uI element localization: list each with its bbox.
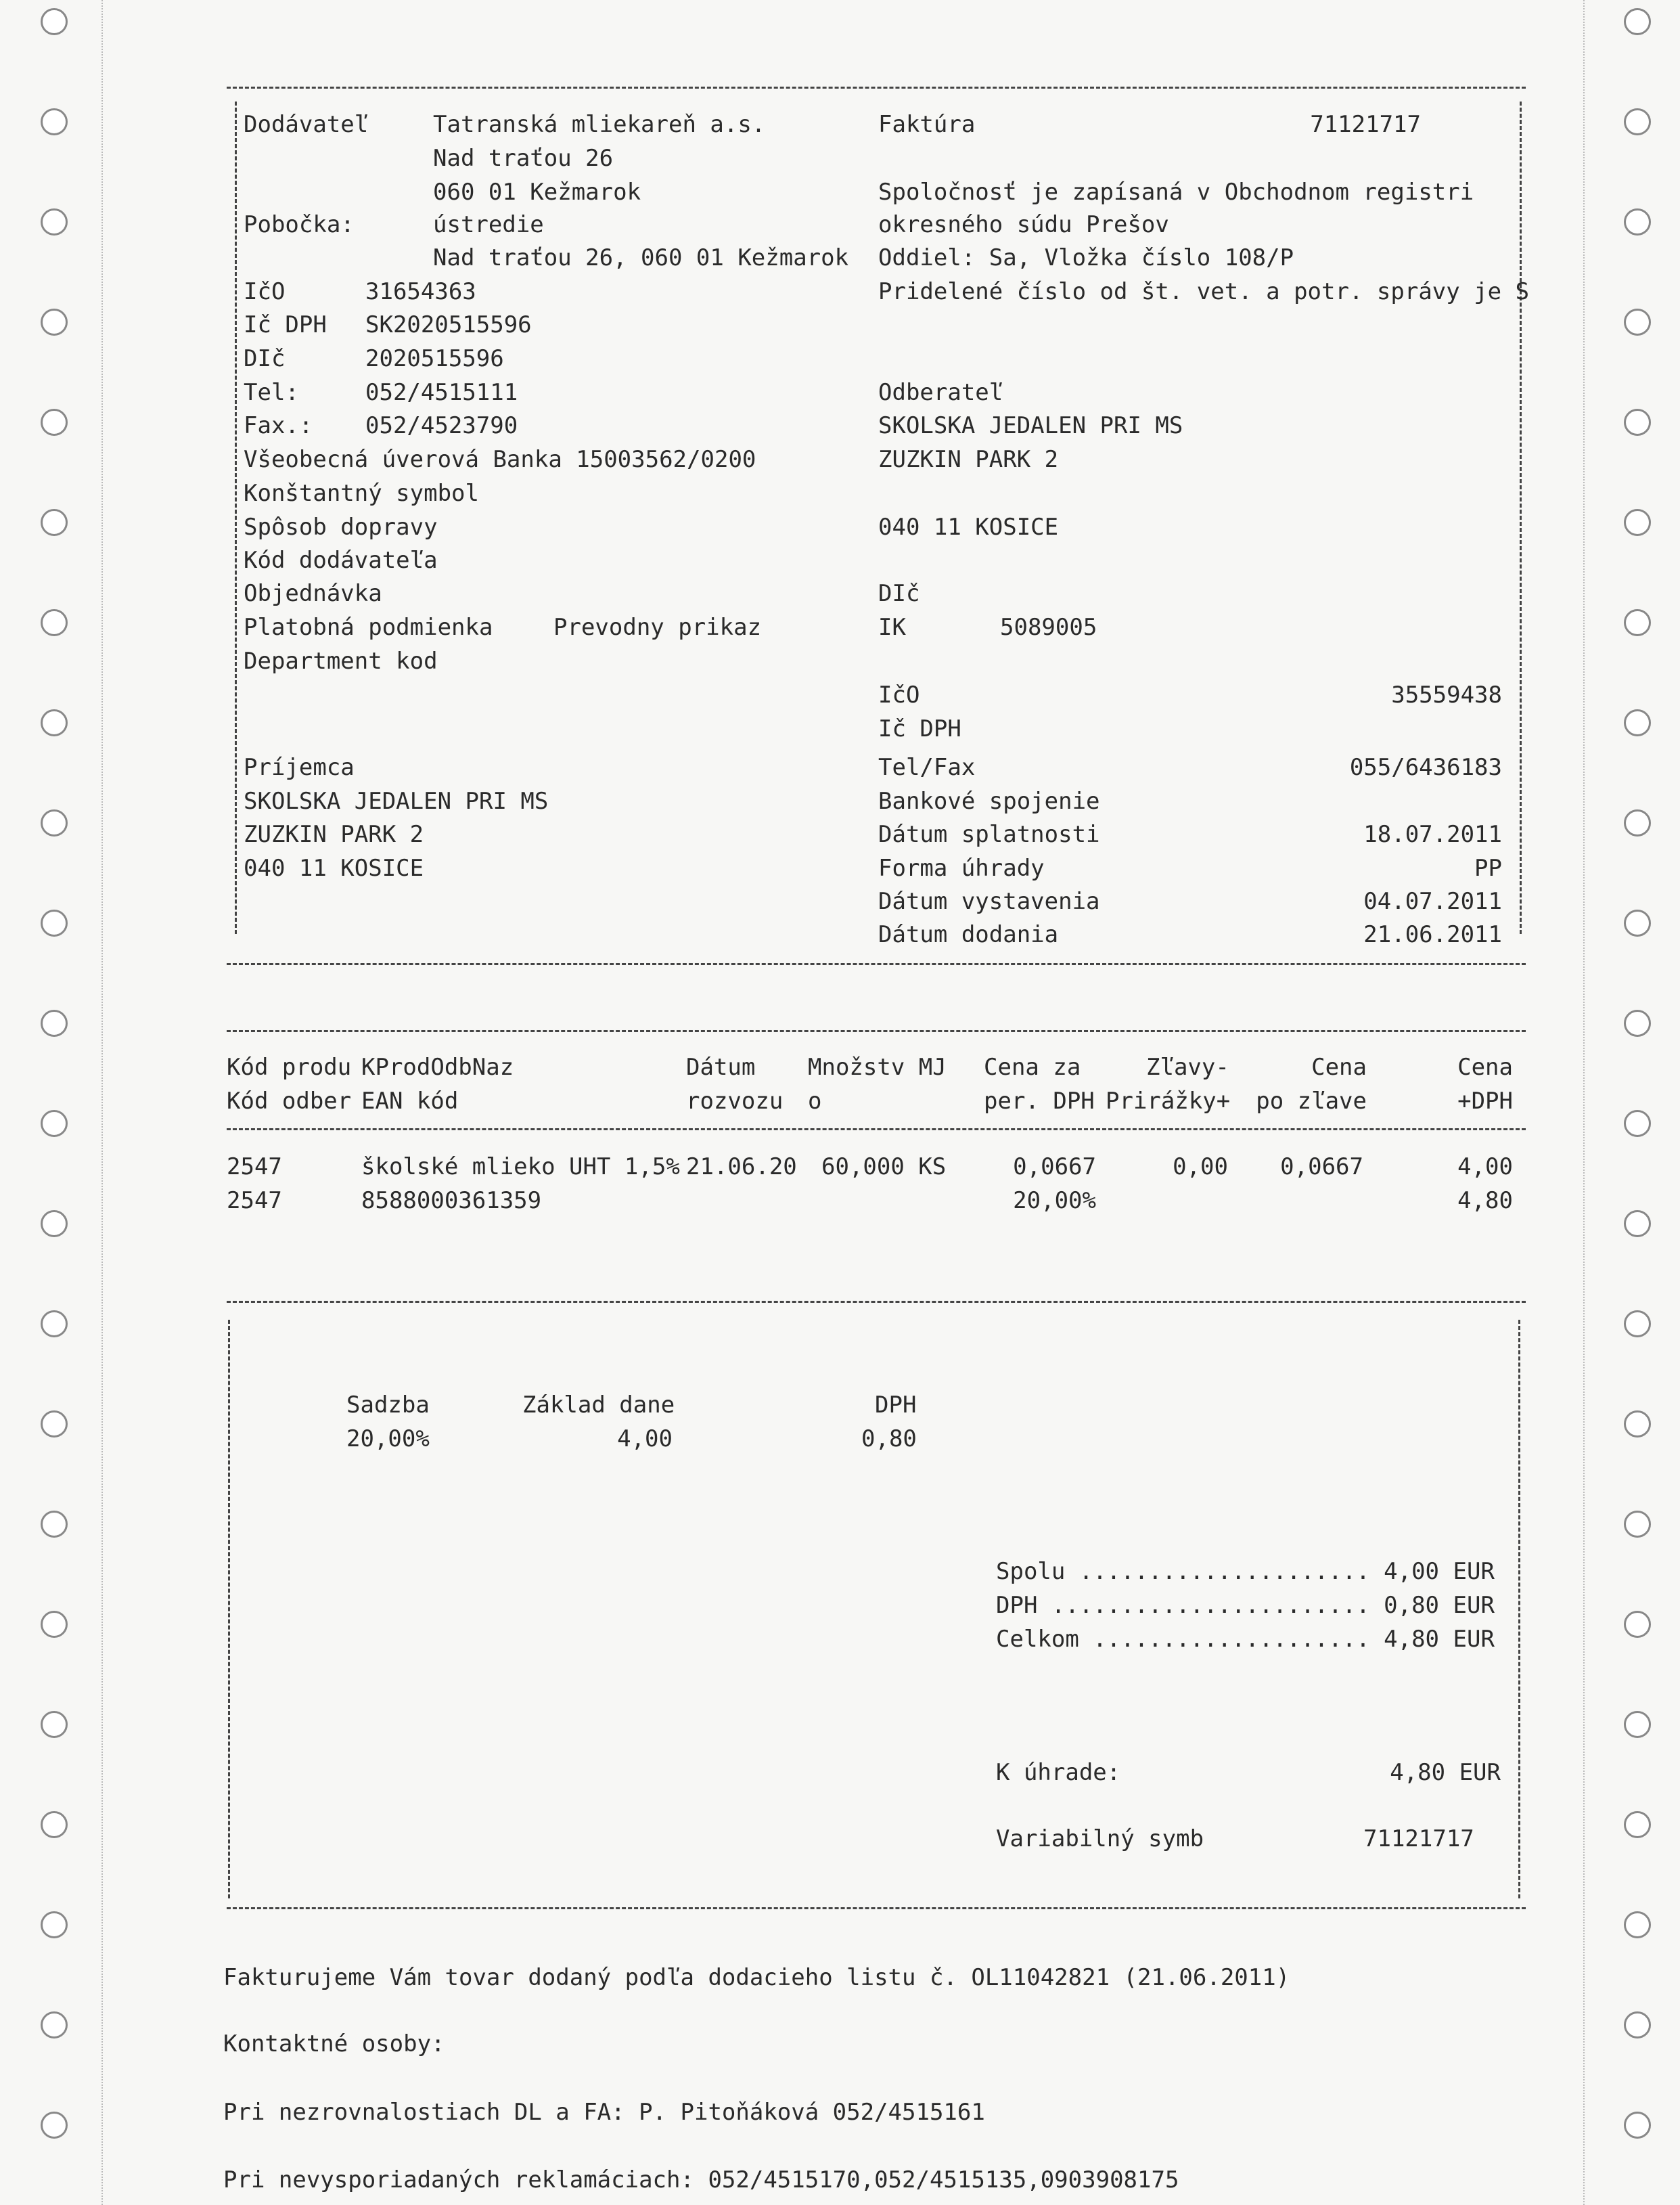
supplier-bank: Všeobecná úverová Banka 15003562/0200 xyxy=(244,446,756,473)
left-hole-icon xyxy=(41,1811,68,1838)
right-hole-icon xyxy=(1624,1110,1651,1137)
variable-symbol-label: Variabilný symb xyxy=(996,1825,1204,1852)
right-hole-icon xyxy=(1624,1611,1651,1638)
to-pay-label: K úhrade: xyxy=(996,1759,1121,1786)
supplier-code-label: Kód dodávateľa xyxy=(244,547,438,574)
right-hole-icon xyxy=(1624,910,1651,937)
registry-line-3: Oddiel: Sa, Vložka číslo 108/P xyxy=(878,244,1294,271)
supplier-dic-label: DIč xyxy=(244,345,286,372)
registry-line-1: Spoločnosť je zapísaná v Obchodnom registri xyxy=(878,179,1474,206)
delivery-date: 21.06.2011 xyxy=(1363,921,1502,948)
col-code-header-2: Kód odber xyxy=(227,1088,352,1115)
supplier-icdph: SK2020515596 xyxy=(365,311,532,338)
col-total-header-2: +DPH xyxy=(1457,1088,1513,1115)
item-total-vat: 4,80 xyxy=(1457,1187,1513,1214)
right-hole-icon xyxy=(1624,1811,1651,1838)
left-perforation xyxy=(101,0,103,2205)
col-date-header-2: rozvozu xyxy=(686,1088,784,1115)
customer-ik: 5089005 xyxy=(1000,614,1097,641)
item-customer-code: 2547 xyxy=(227,1187,282,1214)
branch-address: Nad traťou 26, 060 01 Kežmarok xyxy=(433,244,849,271)
left-hole-icon xyxy=(41,1310,68,1337)
header-right-border xyxy=(1520,102,1522,934)
totals-bottom-rule xyxy=(227,1907,1526,1909)
header-left-border xyxy=(235,102,237,934)
left-hole-icon xyxy=(41,1711,68,1738)
vat-amount: 0,80 xyxy=(861,1425,917,1452)
right-hole-icon xyxy=(1624,2011,1651,2039)
right-hole-icon xyxy=(1624,609,1651,636)
left-hole-icon xyxy=(41,2011,68,2039)
order-label: Objednávka xyxy=(244,580,382,607)
right-hole-icon xyxy=(1624,809,1651,837)
totals-left-border xyxy=(228,1320,230,1898)
right-hole-icon xyxy=(1624,1410,1651,1438)
customer-name: SKOLSKA JEDALEN PRI MS xyxy=(878,412,1183,439)
item-code: 2547 xyxy=(227,1153,282,1180)
payment-form: PP xyxy=(1474,855,1502,882)
customer-bank-label: Bankové spojenie xyxy=(878,788,1100,815)
supplier-label: Dodávateľ xyxy=(244,111,369,138)
left-hole-icon xyxy=(41,609,68,636)
items-header-rule xyxy=(227,1128,1526,1130)
col-qty-header: Množstv MJ xyxy=(808,1054,947,1081)
supplier-tel-label: Tel: xyxy=(244,379,299,406)
right-hole-icon xyxy=(1624,1310,1651,1337)
left-hole-icon xyxy=(41,1210,68,1237)
tax-base: 4,00 xyxy=(617,1425,673,1452)
left-hole-icon xyxy=(41,1410,68,1438)
supplier-icdph-label: Ič DPH xyxy=(244,311,327,338)
left-hole-icon xyxy=(41,8,68,35)
right-hole-icon xyxy=(1624,309,1651,336)
vat-amount-label: DPH xyxy=(875,1391,917,1419)
customer-street: ZUZKIN PARK 2 xyxy=(878,446,1059,473)
recipient-street: ZUZKIN PARK 2 xyxy=(244,821,424,848)
footer-delivery-note: Fakturujeme Vám tovar dodaný podľa dodacieho listu č. OL11042821 (21.06.2011) xyxy=(223,1964,1290,1991)
left-hole-icon xyxy=(41,309,68,336)
col-name-header-2: EAN kód xyxy=(361,1088,459,1115)
col-price-header: Cena za xyxy=(984,1054,1081,1081)
right-perforation xyxy=(1583,0,1585,2205)
item-price: 0,0667 xyxy=(1013,1153,1096,1180)
right-hole-icon xyxy=(1624,709,1651,736)
footer-contacts-label: Kontaktné osoby: xyxy=(223,2030,445,2057)
header-bottom-rule xyxy=(227,963,1526,965)
left-hole-icon xyxy=(41,2112,68,2139)
col-total-header: Cena xyxy=(1457,1054,1513,1081)
customer-dic-label: DIč xyxy=(878,580,920,607)
payment-term-label: Platobná podmienka xyxy=(244,614,493,641)
customer-city: 040 11 KOSICE xyxy=(878,514,1059,541)
right-hole-icon xyxy=(1624,509,1651,536)
left-hole-icon xyxy=(41,409,68,436)
col-name-header: KProdOdbNaz xyxy=(361,1054,514,1081)
col-price-after-header: Cena xyxy=(1311,1054,1367,1081)
due-date: 18.07.2011 xyxy=(1363,821,1502,848)
right-hole-icon xyxy=(1624,1711,1651,1738)
issue-date: 04.07.2011 xyxy=(1363,888,1502,915)
variable-symbol: 71121717 xyxy=(1363,1825,1474,1852)
supplier-street: Nad traťou 26 xyxy=(433,145,614,172)
supplier-fax: 052/4523790 xyxy=(365,412,518,439)
supplier-dic: 2020515596 xyxy=(365,345,504,372)
to-pay-amount: 4,80 EUR xyxy=(1390,1759,1501,1786)
branch-name: ústredie xyxy=(433,211,544,238)
right-hole-icon xyxy=(1624,1010,1651,1037)
right-hole-icon xyxy=(1624,1210,1651,1237)
left-hole-icon xyxy=(41,1511,68,1538)
item-vat: 20,00% xyxy=(1013,1187,1096,1214)
transport-label: Spôsob dopravy xyxy=(244,514,438,541)
left-hole-icon xyxy=(41,709,68,736)
col-code-header: Kód produ xyxy=(227,1054,352,1081)
left-hole-icon xyxy=(41,1010,68,1037)
right-hole-icon xyxy=(1624,108,1651,135)
col-date-header: Dátum xyxy=(686,1054,756,1081)
customer-label: Odberateľ xyxy=(878,379,1003,406)
left-hole-icon xyxy=(41,509,68,536)
invoice-number: 71121717 xyxy=(1310,111,1421,138)
vat-rate-label: Sadzba xyxy=(346,1391,430,1419)
supplier-ico-label: IčO xyxy=(244,278,286,305)
supplier-tel: 052/4515111 xyxy=(365,379,518,406)
customer-telfax-label: Tel/Fax xyxy=(878,754,976,781)
left-hole-icon xyxy=(41,1911,68,1938)
invoice-label: Faktúra xyxy=(878,111,976,138)
item-total: 4,00 xyxy=(1457,1153,1513,1180)
vat-rate: 20,00% xyxy=(346,1425,430,1452)
customer-ico: 35559438 xyxy=(1391,682,1502,709)
registry-line-4: Pridelené číslo od št. vet. a potr. správy je S xyxy=(878,278,1530,305)
item-ean: 8588000361359 xyxy=(361,1187,542,1214)
right-hole-icon xyxy=(1624,2112,1651,2139)
vat-total-line: DPH ....................... 0,80 EUR xyxy=(996,1592,1495,1619)
customer-icdph-label: Ič DPH xyxy=(878,715,961,742)
right-hole-icon xyxy=(1624,208,1651,236)
subtotal-line: Spolu ..................... 4,00 EUR xyxy=(996,1558,1495,1585)
payment-form-label: Forma úhrady xyxy=(878,855,1045,882)
supplier-fax-label: Fax.: xyxy=(244,412,313,439)
left-hole-icon xyxy=(41,809,68,837)
registry-line-2: okresného súdu Prešov xyxy=(878,211,1169,238)
totals-top-rule xyxy=(227,1301,1526,1303)
recipient-city: 040 11 KOSICE xyxy=(244,855,424,882)
due-date-label: Dátum splatnosti xyxy=(878,821,1100,848)
left-hole-icon xyxy=(41,208,68,236)
left-hole-icon xyxy=(41,910,68,937)
col-price-header-2: per. DPH xyxy=(984,1088,1095,1115)
right-hole-icon xyxy=(1624,1511,1651,1538)
delivery-date-label: Dátum dodania xyxy=(878,921,1059,948)
right-hole-icon xyxy=(1624,8,1651,35)
supplier-city: 060 01 Kežmarok xyxy=(433,179,641,206)
department-label: Department kod xyxy=(244,648,438,675)
header-top-rule xyxy=(227,87,1526,89)
col-discount-header-2: Prirážky+ xyxy=(1106,1088,1231,1115)
totals-right-border xyxy=(1518,1320,1520,1898)
col-discount-header: Zľavy- xyxy=(1146,1054,1229,1081)
grand-total-line: Celkom .................... 4,80 EUR xyxy=(996,1626,1495,1653)
item-name: školské mlieko UHT 1,5% xyxy=(361,1153,680,1180)
right-hole-icon xyxy=(1624,409,1651,436)
item-date: 21.06.20 xyxy=(686,1153,797,1180)
customer-ik-label: IK xyxy=(878,614,906,641)
recipient-name: SKOLSKA JEDALEN PRI MS xyxy=(244,788,549,815)
payment-term: Prevodny prikaz xyxy=(553,614,762,641)
left-hole-icon xyxy=(41,1110,68,1137)
col-qty-header-2: o xyxy=(808,1088,822,1115)
issue-date-label: Dátum vystavenia xyxy=(878,888,1100,915)
customer-ico-label: IčO xyxy=(878,682,920,709)
items-top-rule xyxy=(227,1030,1526,1032)
right-hole-icon xyxy=(1624,1911,1651,1938)
item-price-after: 0,0667 xyxy=(1280,1153,1363,1180)
supplier-ico: 31654363 xyxy=(365,278,476,305)
item-qty: 60,000 KS xyxy=(821,1153,947,1180)
left-hole-icon xyxy=(41,108,68,135)
footer-discrepancy-contact: Pri nezrovnalostiach DL a FA: P. Pitoňáková 052/4515161 xyxy=(223,2099,985,2126)
supplier-name: Tatranská mliekareň a.s. xyxy=(433,111,766,138)
customer-telfax: 055/6436183 xyxy=(1349,754,1502,781)
tax-base-label: Základ dane xyxy=(522,1391,675,1419)
left-hole-icon xyxy=(41,1611,68,1638)
col-price-after-header-2: po zľave xyxy=(1256,1088,1367,1115)
recipient-label: Príjemca xyxy=(244,754,355,781)
footer-claims-contact: Pri nevysporiadaných reklamáciach: 052/4515170,052/4515135,0903908175 xyxy=(223,2166,1179,2193)
item-discount: 0,00 xyxy=(1173,1153,1228,1180)
branch-label: Pobočka: xyxy=(244,211,355,238)
constant-symbol-label: Konštantný symbol xyxy=(244,480,479,507)
